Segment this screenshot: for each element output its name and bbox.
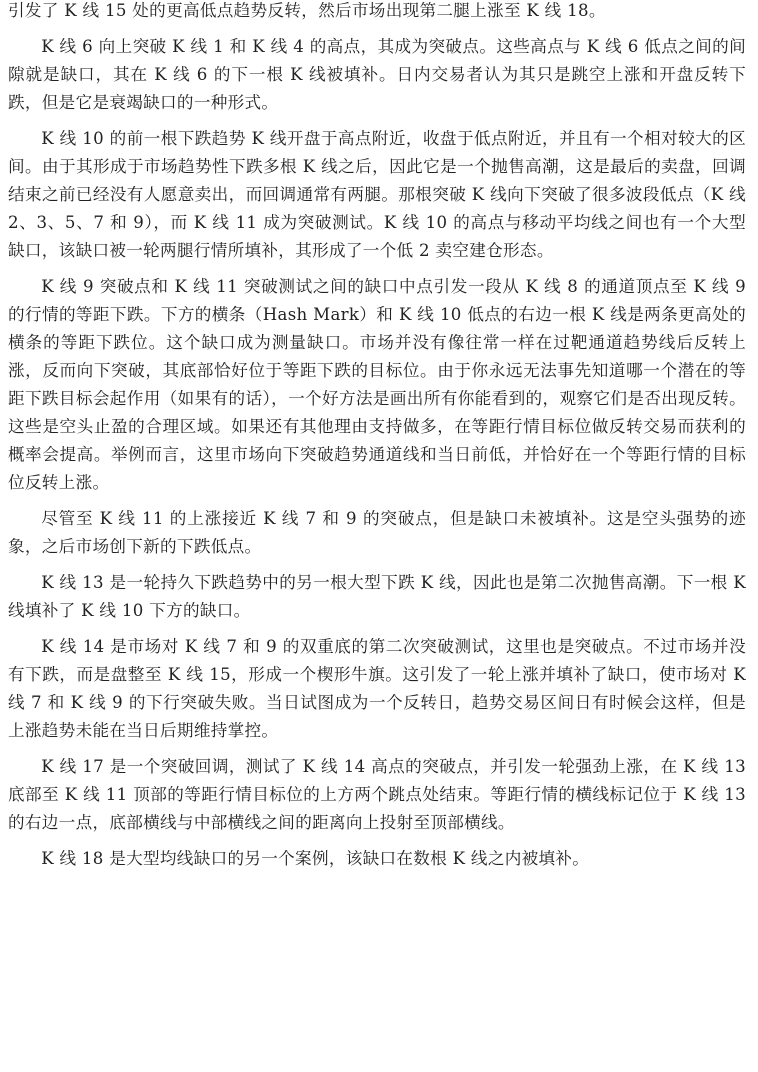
paragraph-3: K 线 10 的前一根下跌趋势 K 线开盘于高点附近，收盘于低点附近，并且有一个相对较大的区间。由于其形成于市场趋势性下跌多根 K 线之后，因此它是一个抛售高潮，这是最后的卖盘，回调结束之前已经没有人愿意卖出，而回调通常有两腿。那根突破 K 线向下突破了很多波段低点（K 线 2、3、5、7 和 9），而 K 线 11 成为突破测试。K 线 10 的高点与移动平均线之间也有一个大型缺口，该缺口被一轮两腿行情所填补，其形成了一个低 2 卖空建仓形态。 — [8, 129, 746, 260]
paragraph-4: K 线 9 突破点和 K 线 11 突破测试之间的缺口中点引发一段从 K 线 8 的通道顶点至 K 线 9 的行情的等距下跌。下方的横条（Hash Mark）和 K 线 10 低点的右边一根 K 线是两条更高处的横条的等距下跌位。这个缺口成为测量缺口。市场并没有像往常一样在过靶通道趋势线后反转上涨，反而向下突破，其底部恰好位于等距下跌的目标位。由于你永远无法事先知道哪一个潜在的等距下跌目标会起作用（如果有的话），一个好方法是画出所有你能看到的，观察它们是否出现反转。这些是空头止盈的合理区域。如果还有其他理由支持做多，在等距行情目标位做反转交易而获利的概率会提高。举例而言，这里市场向下突破趋势通道线和当日前低，并恰好在一个等距行情的目标位反转上涨。 — [8, 277, 746, 492]
paragraph-9: K 线 18 是大型均线缺口的另一个案例，该缺口在数根 K 线之内被填补。 — [41, 849, 590, 868]
paragraph-6: K 线 13 是一轮持久下跌趋势中的另一根大型下跌 K 线，因此也是第二次抛售高潮。下一根 K 线填补了 K 线 10 下方的缺口。 — [8, 573, 746, 620]
paragraph-8: K 线 17 是一个突破回调，测试了 K 线 14 高点的突破点，并引发一轮强劲上涨，在 K 线 13 底部至 K 线 11 顶部的等距行情目标位的上方两个跳点处结束。等距行情的横线标记位于 K 线 13 的右边一点，底部横线与中部横线之间的距离向上投射至顶部横线。 — [8, 757, 746, 832]
paragraph-1: 引发了 K 线 15 处的更高低点趋势反转，然后市场出现第二腿上涨至 K 线 18。 — [8, 1, 606, 20]
paragraph-2: K 线 6 向上突破 K 线 1 和 K 线 4 的高点，其成为突破点。这些高点与 K 线 6 低点之间的间隙就是缺口，其在 K 线 6 的下一根 K 线被填补。日内交易者认为其只是跳空上涨和开盘反转下跌，但是它是衰竭缺口的一种形式。 — [8, 37, 746, 112]
paragraph-5: 尽管至 K 线 11 的上涨接近 K 线 7 和 9 的突破点，但是缺口未被填补。这是空头强势的迹象，之后市场创下新的下跌低点。 — [8, 509, 746, 556]
paragraph-7: K 线 14 是市场对 K 线 7 和 9 的双重底的第二次突破测试，这里也是突破点。不过市场并没有下跌，而是盘整至 K 线 15，形成一个楔形牛旗。这引发了一轮上涨并填补了缺口，使市场对 K 线 7 和 K 线 9 的下行突破失败。当日试图成为一个反转日，趋势交易区间日有时候会这样，但是上涨趋势未能在当日后期维持掌控。 — [8, 637, 746, 740]
